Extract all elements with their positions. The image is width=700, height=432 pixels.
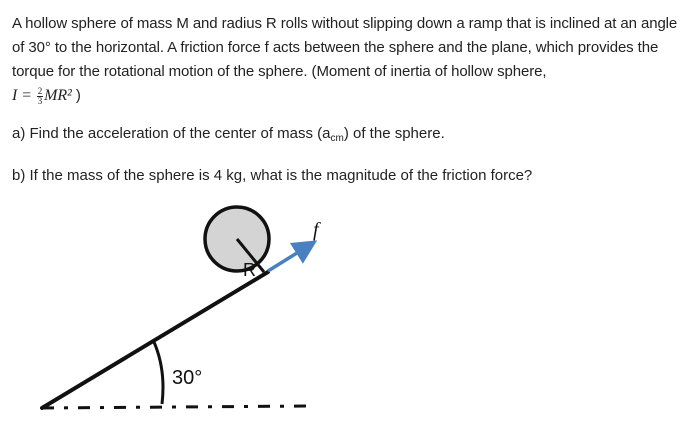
problem-statement bbox=[12, 12, 692, 108]
friction-arrow bbox=[268, 243, 313, 271]
angle-label: 30° bbox=[172, 367, 203, 389]
inertia-formula bbox=[12, 87, 72, 104]
fraction-numerator: 2 bbox=[37, 85, 43, 96]
inertia-rhs: MR² bbox=[44, 87, 72, 104]
ramp-diagram bbox=[0, 190, 700, 432]
inertia-close-paren: ) bbox=[75, 87, 81, 104]
fraction-denominator: 3 bbox=[37, 95, 43, 106]
incline-line bbox=[42, 272, 268, 408]
question-a bbox=[12, 122, 692, 151]
angle-arc bbox=[154, 342, 163, 404]
question-a-text: a) Find the acceleration of the center of mass (a bbox=[12, 125, 331, 142]
problem-text bbox=[12, 12, 692, 188]
statement-text: A hollow sphere of mass M and radius R rolls without slipping down a ramp that is inclined at an angle of 30° to the horizontal. A friction force f acts between the sphere and the plane, which provides the torque for the rotational motion of the sphere. (Moment of inertia of hollow sphere, bbox=[12, 15, 678, 80]
inertia-lhs: I = bbox=[12, 87, 32, 104]
inertia-fraction bbox=[37, 87, 43, 106]
question-a-text-end: ) of the sphere. bbox=[343, 125, 445, 142]
question-a-subscript: cm bbox=[330, 133, 344, 144]
question-b: b) If the mass of the sphere is 4 kg, what is the magnitude of the friction force? bbox=[12, 167, 533, 184]
radius-label: R bbox=[243, 260, 256, 280]
friction-label: f bbox=[313, 219, 319, 241]
horizontal-dashed-line bbox=[42, 406, 312, 408]
